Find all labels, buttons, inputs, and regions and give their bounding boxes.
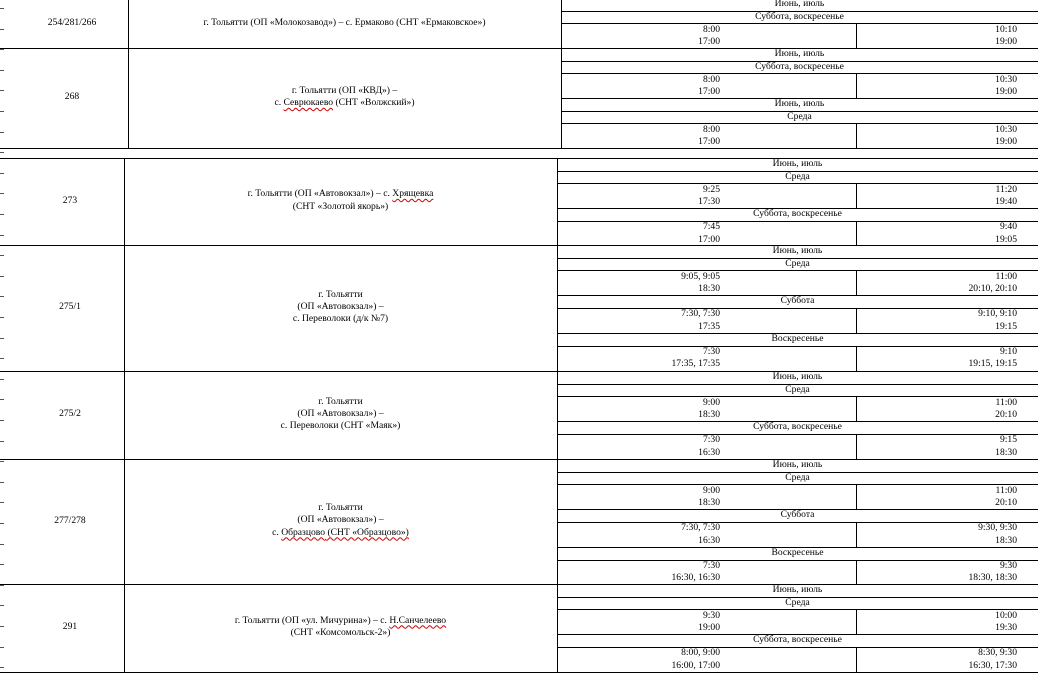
route-number: 254/281/266 bbox=[47, 17, 97, 28]
margin-tick bbox=[0, 235, 4, 236]
departure-time: 7:30 bbox=[702, 560, 720, 572]
table-rule bbox=[856, 221, 857, 246]
margin-tick bbox=[0, 8, 4, 9]
departure-time: 17:00 bbox=[698, 136, 720, 148]
return-time: 19:05 bbox=[995, 233, 1017, 245]
days-label: Воскресенье bbox=[771, 547, 824, 559]
route-number: 275/1 bbox=[59, 301, 81, 312]
days-label: Суббота, воскресенье bbox=[755, 10, 844, 22]
return-time: 9:10 bbox=[999, 346, 1017, 358]
route-name-part: с. Переволоки (д/к №7) bbox=[292, 313, 389, 325]
departure-time: 16:00, 17:00 bbox=[671, 659, 720, 671]
table-rule bbox=[124, 158, 125, 672]
table-rule bbox=[0, 371, 1038, 372]
route-name-line bbox=[293, 201, 388, 214]
table-rule bbox=[557, 346, 1038, 347]
departure-time: 19:00 bbox=[698, 621, 720, 633]
margin-tick bbox=[0, 502, 4, 503]
route-name-part: (ОП «Автовокзал») – bbox=[297, 300, 384, 312]
return-time: 11:20 bbox=[995, 183, 1017, 195]
table-rule bbox=[557, 647, 1038, 648]
route-name-part: г. Тольятти (ОП «Молокозавод») – с. Ермаково (СНТ «Ермаковское») bbox=[203, 16, 486, 28]
margin-tick bbox=[0, 667, 4, 668]
return-time: 11:00 bbox=[995, 484, 1017, 496]
route-number: 275/2 bbox=[59, 408, 81, 419]
departure-time: 18:30 bbox=[698, 408, 720, 420]
table-rule bbox=[557, 609, 1038, 610]
route-name-line bbox=[235, 615, 446, 628]
table-rule bbox=[557, 308, 1038, 309]
route-name-line bbox=[291, 627, 391, 640]
table-rule bbox=[561, 123, 1038, 124]
return-time: 9:15 bbox=[999, 434, 1017, 446]
return-time: 8:30, 9:30 bbox=[978, 647, 1017, 659]
margin-tick bbox=[0, 585, 4, 586]
route-number: 268 bbox=[64, 91, 80, 102]
return-time: 19:40 bbox=[995, 195, 1017, 207]
return-time: 19:30 bbox=[995, 621, 1017, 633]
return-time: 18:30 bbox=[995, 534, 1017, 546]
table-rule bbox=[856, 434, 857, 459]
days-label: Среда bbox=[785, 596, 810, 608]
margin-tick bbox=[0, 255, 4, 256]
return-time: 10:10 bbox=[995, 23, 1017, 35]
margin-tick bbox=[0, 276, 4, 277]
departure-time: 9:25 bbox=[702, 183, 720, 195]
route-name-line bbox=[318, 396, 363, 409]
table-rule bbox=[561, 73, 1038, 74]
route-name-part: Севрюкаево bbox=[283, 97, 334, 108]
route-name-line bbox=[318, 289, 363, 302]
margin-tick bbox=[0, 626, 4, 627]
return-time: 20:10 bbox=[995, 496, 1017, 508]
route-name-part: с. Переволоки (СНТ «Маяк») bbox=[280, 420, 401, 432]
days-label: Среда bbox=[785, 383, 810, 395]
margin-tick bbox=[0, 296, 4, 297]
season-label: Июнь, июль bbox=[772, 158, 823, 169]
table-rule bbox=[856, 73, 857, 98]
margin-tick bbox=[0, 379, 4, 380]
route-name-part: г. Тольятти bbox=[318, 502, 363, 514]
days-label: Суббота, воскресенье bbox=[753, 634, 842, 646]
table-rule bbox=[128, 0, 129, 148]
departure-time: 17:30 bbox=[698, 195, 720, 207]
route-name-part: Образцово bbox=[281, 526, 326, 538]
departure-time: 7:30 bbox=[702, 346, 720, 358]
margin-tick bbox=[0, 152, 4, 153]
return-time: 9:10, 9:10 bbox=[978, 308, 1017, 320]
route-number: 291 bbox=[62, 621, 78, 632]
departure-time: 9:00 bbox=[702, 484, 720, 496]
return-time: 9:30 bbox=[999, 560, 1017, 572]
route-name-line bbox=[318, 502, 363, 515]
margin-tick bbox=[0, 544, 4, 545]
table-rule bbox=[0, 459, 1038, 460]
table-rule bbox=[557, 183, 1038, 184]
days-label: Среда bbox=[785, 471, 810, 483]
days-label: Среда bbox=[785, 257, 810, 269]
days-label: Суббота bbox=[780, 509, 815, 521]
table-rule bbox=[557, 560, 1038, 561]
route-name-part: (СНТ «Золотой якорь») bbox=[292, 200, 389, 212]
table-rule bbox=[557, 158, 558, 672]
departure-time: 7:30 bbox=[702, 434, 720, 446]
return-time: 18:30 bbox=[995, 446, 1017, 458]
route-name-part: (СНТ «Волжский») bbox=[333, 97, 415, 108]
departure-time: 17:35 bbox=[698, 320, 720, 332]
days-label: Воскресенье bbox=[771, 333, 824, 345]
departure-time: 18:30 bbox=[698, 496, 720, 508]
return-time: 10:30 bbox=[995, 123, 1017, 135]
route-name-part: г. Тольятти (ОП «Автовокзал») – с. bbox=[247, 188, 393, 200]
season-label: Июнь, июль bbox=[772, 459, 823, 470]
days-label: Суббота, воскресенье bbox=[755, 60, 844, 72]
route-name-part: г. Тольятти (ОП «КВД») – bbox=[291, 84, 398, 96]
return-time: 19:00 bbox=[995, 85, 1017, 97]
table-rule bbox=[856, 123, 857, 148]
table-rule bbox=[856, 23, 857, 48]
season-label: Июнь, июль bbox=[774, 0, 825, 9]
margin-tick bbox=[0, 317, 4, 318]
margin-tick bbox=[0, 441, 4, 442]
route-name-part: (СНТ «Образцово») bbox=[325, 526, 409, 538]
days-label: Суббота bbox=[780, 295, 815, 307]
route-name-part: г. Тольятти bbox=[318, 288, 363, 300]
margin-tick bbox=[0, 647, 4, 648]
margin-tick bbox=[0, 70, 4, 71]
margin-tick bbox=[0, 214, 4, 215]
departure-time: 8:00 bbox=[702, 73, 720, 85]
margin-tick bbox=[0, 111, 4, 112]
departure-time: 16:30, 16:30 bbox=[671, 572, 720, 584]
return-time: 19:00 bbox=[995, 35, 1017, 47]
return-time: 20:10 bbox=[995, 408, 1017, 420]
departure-time: 17:00 bbox=[698, 233, 720, 245]
return-time: 20:10, 20:10 bbox=[968, 282, 1017, 294]
table-rule bbox=[557, 396, 1038, 397]
table-rule bbox=[856, 522, 857, 547]
table-rule bbox=[856, 270, 857, 295]
route-name-line bbox=[297, 514, 383, 527]
table-rule bbox=[856, 346, 857, 371]
table-rule bbox=[0, 584, 1038, 585]
route-name-line bbox=[297, 408, 383, 421]
return-time: 11:00 bbox=[995, 270, 1017, 282]
table-rule bbox=[0, 148, 1038, 149]
table-rule bbox=[557, 484, 1038, 485]
route-name-part: г. Тольятти bbox=[318, 395, 363, 407]
margin-tick bbox=[0, 90, 4, 91]
margin-tick bbox=[0, 49, 4, 50]
season-label: Июнь, июль bbox=[772, 584, 823, 595]
margin-tick bbox=[0, 358, 4, 359]
margin-tick bbox=[0, 132, 4, 133]
departure-time: 9:00 bbox=[702, 396, 720, 408]
route-name-line bbox=[203, 17, 485, 30]
table-rule bbox=[856, 183, 857, 208]
days-label: Суббота, воскресенье bbox=[753, 421, 842, 433]
margin-tick bbox=[0, 29, 4, 30]
table-rule bbox=[0, 245, 1038, 246]
route-name-part: Хрящевка bbox=[392, 188, 434, 200]
departure-time: 16:30 bbox=[698, 446, 720, 458]
return-time: 9:40 bbox=[999, 221, 1017, 233]
table-rule bbox=[856, 484, 857, 509]
table-rule bbox=[856, 396, 857, 421]
departure-time: 17:35, 17:35 bbox=[671, 358, 720, 370]
table-rule bbox=[557, 434, 1038, 435]
table-rule bbox=[856, 647, 857, 672]
route-name-part: с. bbox=[274, 97, 284, 108]
margin-tick bbox=[0, 173, 4, 174]
season-label: Июнь, июль bbox=[774, 98, 825, 110]
table-rule bbox=[0, 48, 1038, 49]
return-time: 10:30 bbox=[995, 73, 1017, 85]
days-label: Среда bbox=[787, 110, 812, 122]
margin-tick bbox=[0, 605, 4, 606]
departure-time: 7:45 bbox=[702, 221, 720, 233]
table-rule bbox=[557, 270, 1038, 271]
return-time: 16:30, 17:30 bbox=[968, 659, 1017, 671]
route-name-part: г. Тольятти (ОП «ул. Мичурина») – с. bbox=[234, 614, 390, 626]
route-name-line bbox=[248, 188, 434, 201]
route-name-line bbox=[281, 420, 401, 433]
departure-time: 9:30 bbox=[702, 609, 720, 621]
route-number: 273 bbox=[62, 194, 78, 206]
table-rule bbox=[561, 23, 1038, 24]
route-name-part: Н.Санчелеево bbox=[389, 614, 447, 626]
departure-time: 17:00 bbox=[698, 85, 720, 97]
departure-time: 9:05, 9:05 bbox=[681, 270, 720, 282]
return-time: 19:15 bbox=[995, 320, 1017, 332]
departure-time: 7:30, 7:30 bbox=[681, 522, 720, 534]
margin-tick bbox=[0, 420, 4, 421]
route-number: 277/278 bbox=[54, 514, 86, 526]
margin-tick bbox=[0, 564, 4, 565]
return-time: 10:00 bbox=[995, 609, 1017, 621]
route-name-part: (СНТ «Комсомольск-2») bbox=[290, 627, 391, 638]
route-name-line bbox=[297, 301, 383, 314]
table-rule bbox=[856, 560, 857, 585]
margin-tick bbox=[0, 193, 4, 194]
margin-tick bbox=[0, 523, 4, 524]
table-rule bbox=[856, 609, 857, 634]
season-label: Июнь, июль bbox=[772, 245, 823, 256]
days-label: Среда bbox=[785, 170, 810, 182]
return-time: 19:00 bbox=[995, 136, 1017, 148]
departure-time: 17:00 bbox=[698, 35, 720, 47]
return-time: 18:30, 18:30 bbox=[968, 572, 1017, 584]
route-name-part: (ОП «Автовокзал») – bbox=[297, 407, 384, 419]
departure-time: 18:30 bbox=[698, 282, 720, 294]
table-rule bbox=[856, 308, 857, 333]
route-name-part: с. bbox=[272, 526, 282, 538]
table-rule bbox=[0, 158, 1038, 159]
return-time: 11:00 bbox=[995, 396, 1017, 408]
route-name-line bbox=[274, 97, 414, 110]
return-time: 9:30, 9:30 bbox=[978, 522, 1017, 534]
table-rule bbox=[557, 221, 1038, 222]
margin-tick bbox=[0, 461, 4, 462]
margin-tick bbox=[0, 482, 4, 483]
route-name-line bbox=[292, 85, 397, 98]
route-name-part: (ОП «Автовокзал») – bbox=[297, 514, 384, 526]
days-label: Суббота, воскресенье bbox=[753, 208, 842, 220]
margin-tick bbox=[0, 399, 4, 400]
departure-time: 8:00 bbox=[702, 123, 720, 135]
departure-time: 7:30, 7:30 bbox=[681, 308, 720, 320]
table-rule bbox=[557, 522, 1038, 523]
return-time: 19:15, 19:15 bbox=[968, 358, 1017, 370]
departure-time: 8:00, 9:00 bbox=[681, 647, 720, 659]
departure-time: 8:00 bbox=[702, 23, 720, 35]
season-label: Июнь, июль bbox=[772, 371, 823, 382]
season-label: Июнь, июль bbox=[774, 48, 825, 59]
departure-time: 16:30 bbox=[698, 534, 720, 546]
route-name-line bbox=[272, 527, 409, 540]
route-name-line bbox=[293, 313, 388, 326]
margin-tick bbox=[0, 338, 4, 339]
